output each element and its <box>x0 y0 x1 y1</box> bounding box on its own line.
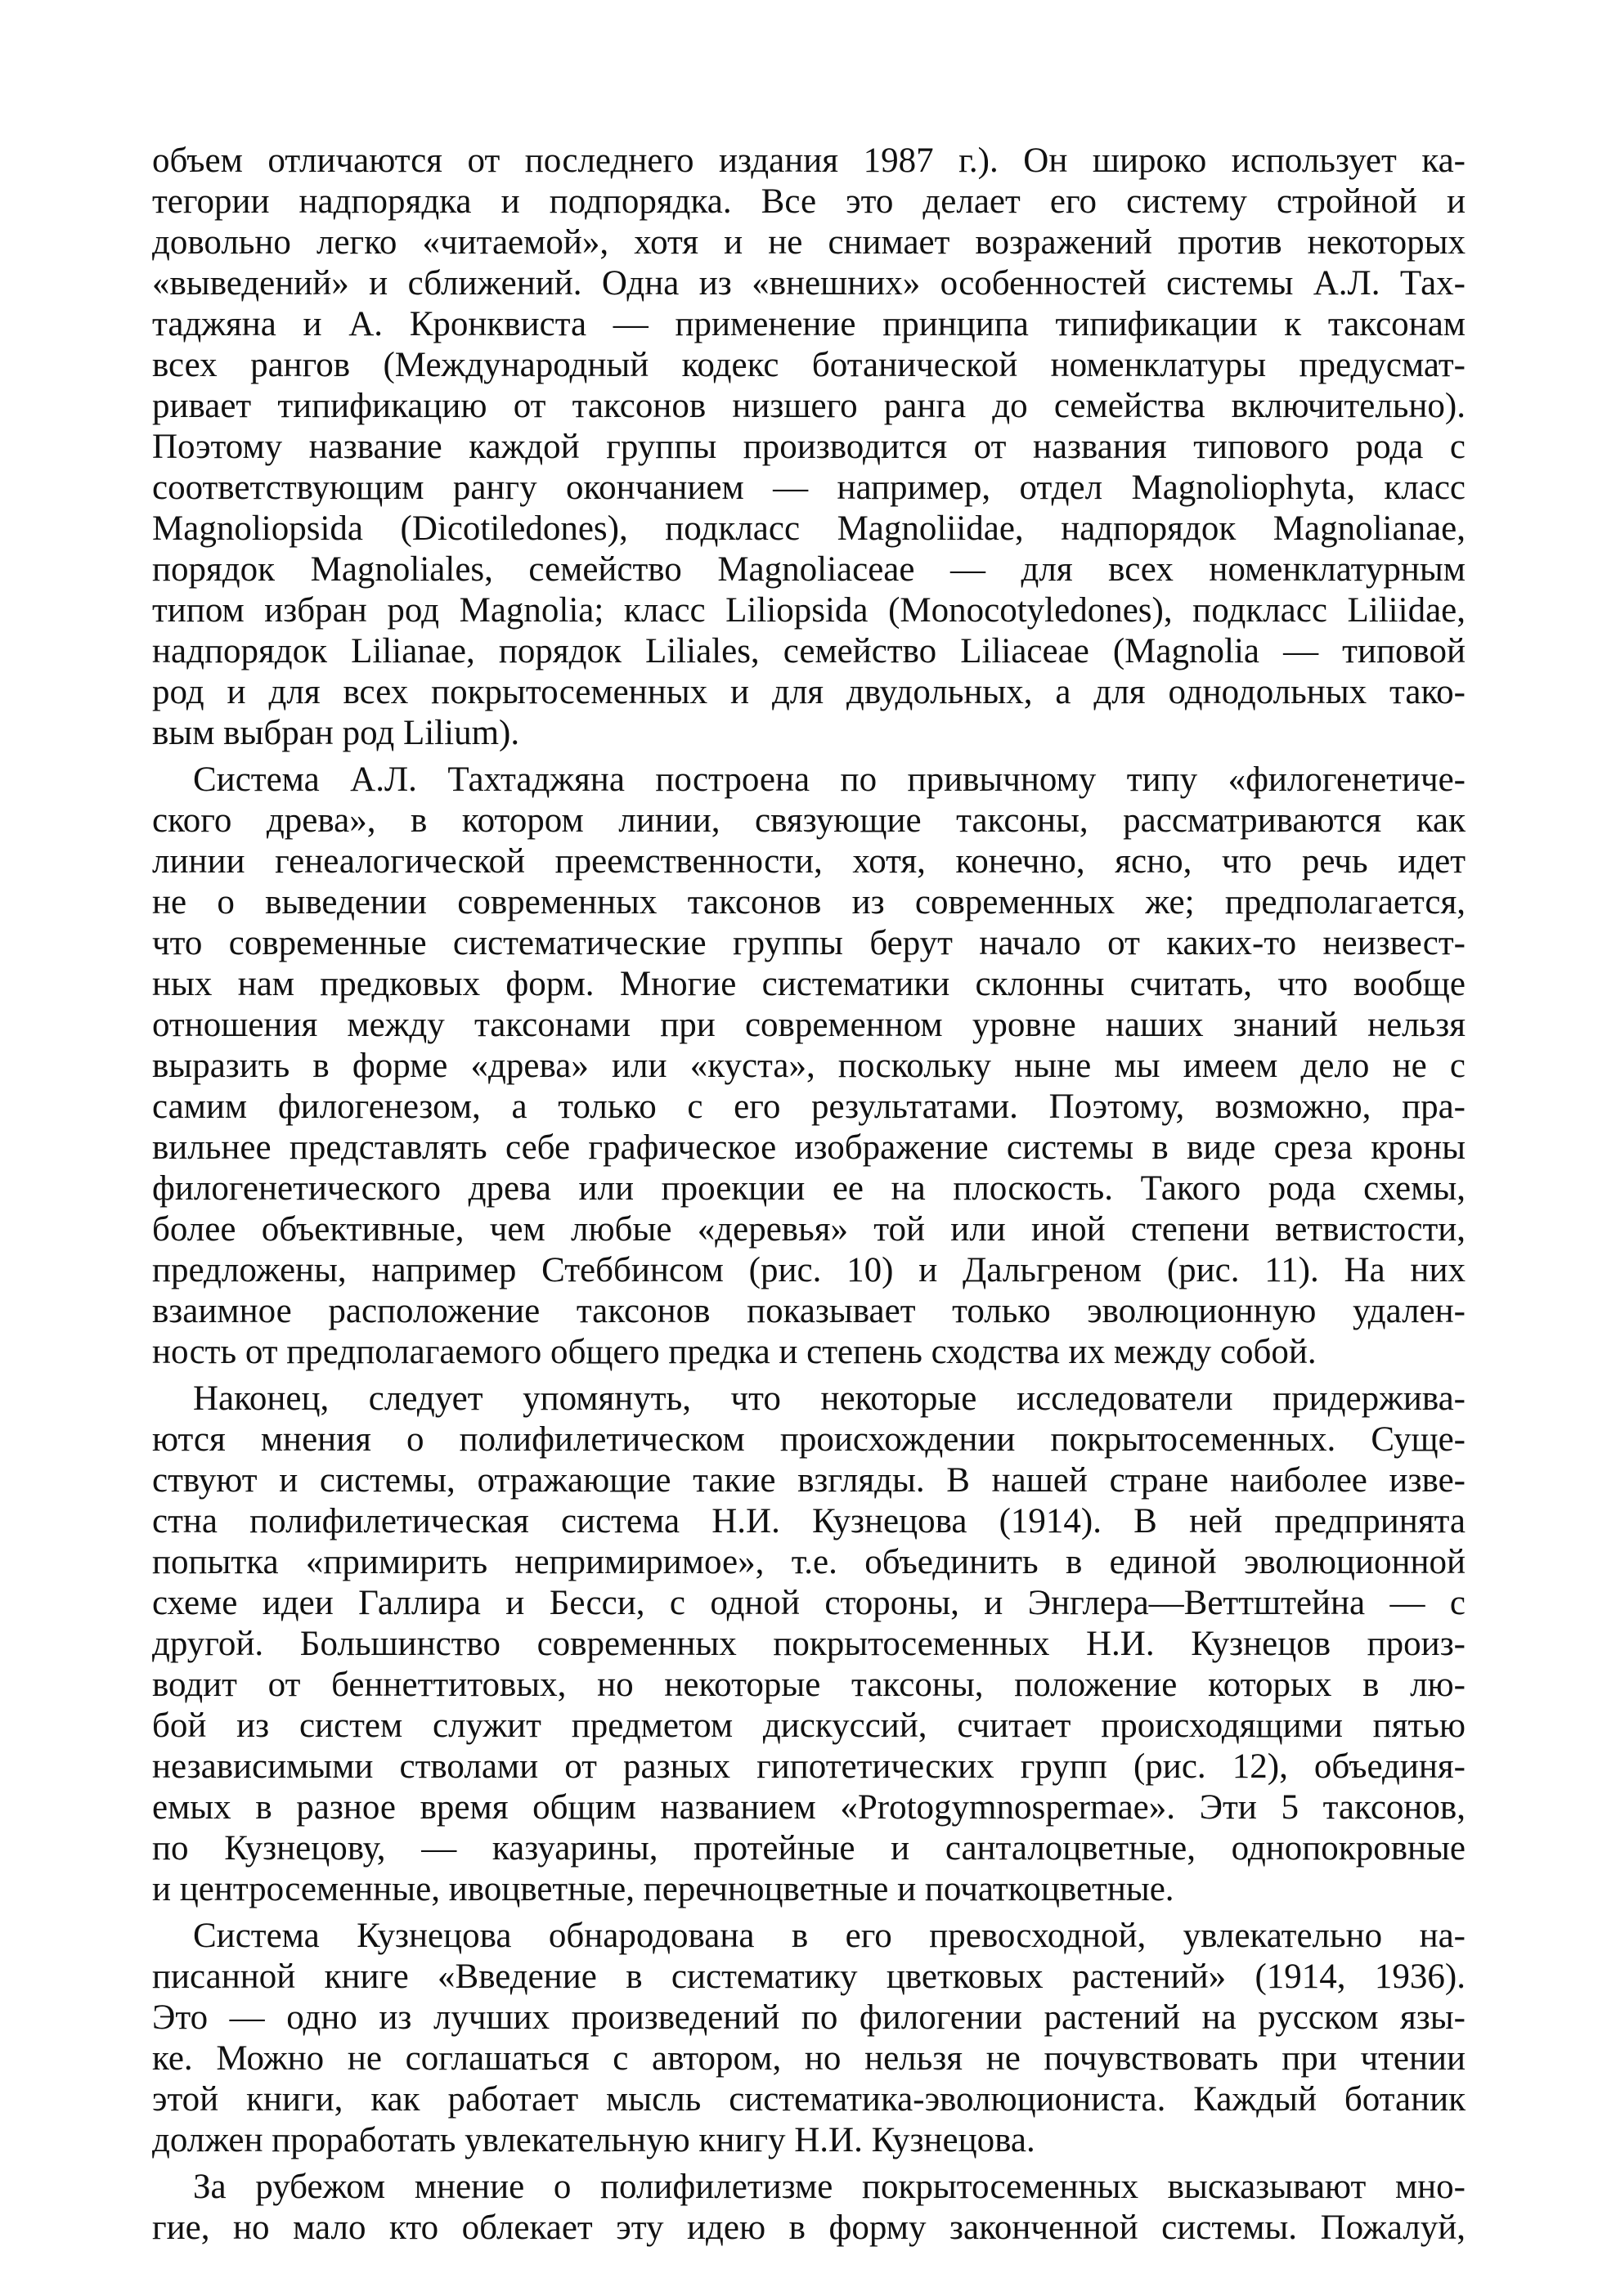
text-line: Система А.Л. Тахтаджяна построена по привычному типу «филогенетиче- <box>193 760 1466 799</box>
text-line: таджяна и А. Кронквиста — применение принципа типификации к таксонам <box>152 305 1466 343</box>
text-line: более объективные, чем любые «деревья» той или иной степени ветвистости, <box>152 1210 1466 1249</box>
text-line: предложены, например Стеббинсом (рис. 10) и Дальгреном (рис. 11). На них <box>152 1251 1466 1289</box>
text-line: независимыми стволами от разных гипотетических групп (рис. 12), объединя- <box>152 1747 1466 1786</box>
text-line: соответствующим рангу окончанием — например, отдел Magnoliophyta, класс <box>152 469 1466 507</box>
text-line: «выведений» и сближений. Одна из «внешних» особенностей системы А.Л. Тах- <box>152 264 1466 303</box>
text-line: самим филогенезом, а только с его результатами. Поэтому, возможно, пра- <box>152 1087 1466 1126</box>
text-line: Magnoliopsida (Dicotiledones), подкласс Magnoliidae, надпорядок Magnolianae, <box>152 509 1466 548</box>
text-line: довольно легко «читаемой», хотя и не снимает возражений против некоторых <box>152 223 1466 262</box>
text-line: ке. Можно не соглашаться с автором, но нельзя не почувствовать при чтении <box>152 2039 1466 2078</box>
text-line: Это — одно из лучших произведений по филогении растений на русском язы- <box>152 1998 1466 2037</box>
text-line: ского древа», в котором линии, связующие таксоны, рассматриваются как <box>152 801 1466 840</box>
text-line: вильнее представлять себе графическое изображение системы в виде среза кроны <box>152 1128 1466 1167</box>
text-line: попытка «примирить непримиримое», т.е. объединить в единой эволюционной <box>152 1543 1466 1581</box>
text-line: Поэтому название каждой группы производится от названия типового рода с <box>152 428 1466 466</box>
text-line: этой книги, как работает мысль систематика-эволюциониста. Каждый ботаник <box>152 2080 1466 2119</box>
text-line: водит от беннеттитовых, но некоторые таксоны, положение которых в лю- <box>152 1666 1466 1704</box>
text-line: порядок Magnoliales, семейство Magnoliaceae — для всех номенклатурным <box>152 550 1466 589</box>
text-line: должен проработать увлекательную книгу Н.И. Кузнецова. <box>152 2121 1035 2159</box>
text-line: стна полифилетическая система Н.И. Кузнецова (1914). В ней предпринята <box>152 1502 1466 1540</box>
text-line: тегории надпорядка и подпорядка. Все это делает его систему стройной и <box>152 182 1466 221</box>
text-line: выразить в форме «древа» или «куста», поскольку ныне мы имеем дело не с <box>152 1047 1466 1085</box>
text-line: объем отличаются от последнего издания 1987 г.). Он широко использует ка- <box>152 141 1466 180</box>
text-line: типом избран род Magnolia; класс Liliopsida (Monocotyledones), подкласс Liliidae, <box>152 591 1466 630</box>
text-line: по Кузнецову, — казуарины, протейные и санталоцветные, однопокровные <box>152 1829 1466 1868</box>
paragraph <box>152 141 1466 754</box>
text-line: не о выведении современных таксонов из современных же; предполагается, <box>152 883 1466 922</box>
text-line: филогенетического древа или проекции ее на плоскость. Такого рода схемы, <box>152 1169 1466 1208</box>
paragraph <box>152 1379 1466 1910</box>
paragraph <box>152 1916 1466 2161</box>
text-line: отношения между таксонами при современном уровне наших знаний нельзя <box>152 1006 1466 1044</box>
text-line: Наконец, следует упомянуть, что некоторые исследователи придержива- <box>193 1379 1466 1418</box>
text-line: ются мнения о полифилетическом происхождении покрытосеменных. Суще- <box>152 1420 1466 1459</box>
text-line: надпорядок Lilianae, порядок Liliales, семейство Liliaceae (Magnolia — типовой <box>152 632 1466 670</box>
text-line: и центросеменные, ивоцветные, перечноцветные и початкоцветные. <box>152 1870 1174 1908</box>
text-line: емых в разное время общим названием «Protogymnospermae». Эти 5 таксонов, <box>152 1788 1466 1827</box>
text-line: линии генеалогической преемственности, хотя, конечно, ясно, что речь идет <box>152 842 1466 881</box>
paragraph <box>152 2167 1466 2249</box>
text-line: что современные систематические группы берут начало от каких-то неизвест- <box>152 924 1466 962</box>
text-line: другой. Большинство современных покрытосеменных Н.И. Кузнецов произ- <box>152 1625 1466 1663</box>
text-line: ривает типификацию от таксонов низшего ранга до семейства включительно). <box>152 387 1466 425</box>
text-line: взаимное расположение таксонов показывает только эволюционную удален- <box>152 1292 1466 1330</box>
paragraph <box>152 760 1466 1373</box>
text-line: род и для всех покрытосеменных и для двудольных, а для однодольных тако- <box>152 673 1466 711</box>
text-line: Система Кузнецова обнародована в его превосходной, увлекательно на- <box>193 1917 1466 1955</box>
text-line: гие, но мало кто облекает эту идею в форму законченной системы. Пожалуй, <box>152 2209 1466 2247</box>
text-line: схеме идеи Галлира и Бесси, с одной стороны, и Энглера—Веттштейна — с <box>152 1584 1466 1622</box>
text-line: бой из систем служит предметом дискуссий, считает происходящими пятью <box>152 1706 1466 1745</box>
text-line: всех рангов (Международный кодекс ботанической номенклатуры предусмат- <box>152 346 1466 384</box>
text-line: вым выбран род Lilium). <box>152 714 520 752</box>
text-line: ность от предполагаемого общего предка и степень сходства их между собой. <box>152 1333 1317 1371</box>
text-line: За рубежом мнение о полифилетизме покрытосеменных высказывают мно- <box>193 2168 1466 2206</box>
text-line: ствуют и системы, отражающие такие взгляды. В нашей стране наиболее изве- <box>152 1461 1466 1500</box>
page-body-text <box>152 141 1466 2249</box>
text-line: писанной книге «Введение в систематику цветковых растений» (1914, 1936). <box>152 1957 1466 1996</box>
text-line: ных нам предковых форм. Многие систематики склонны считать, что вообще <box>152 965 1466 1003</box>
